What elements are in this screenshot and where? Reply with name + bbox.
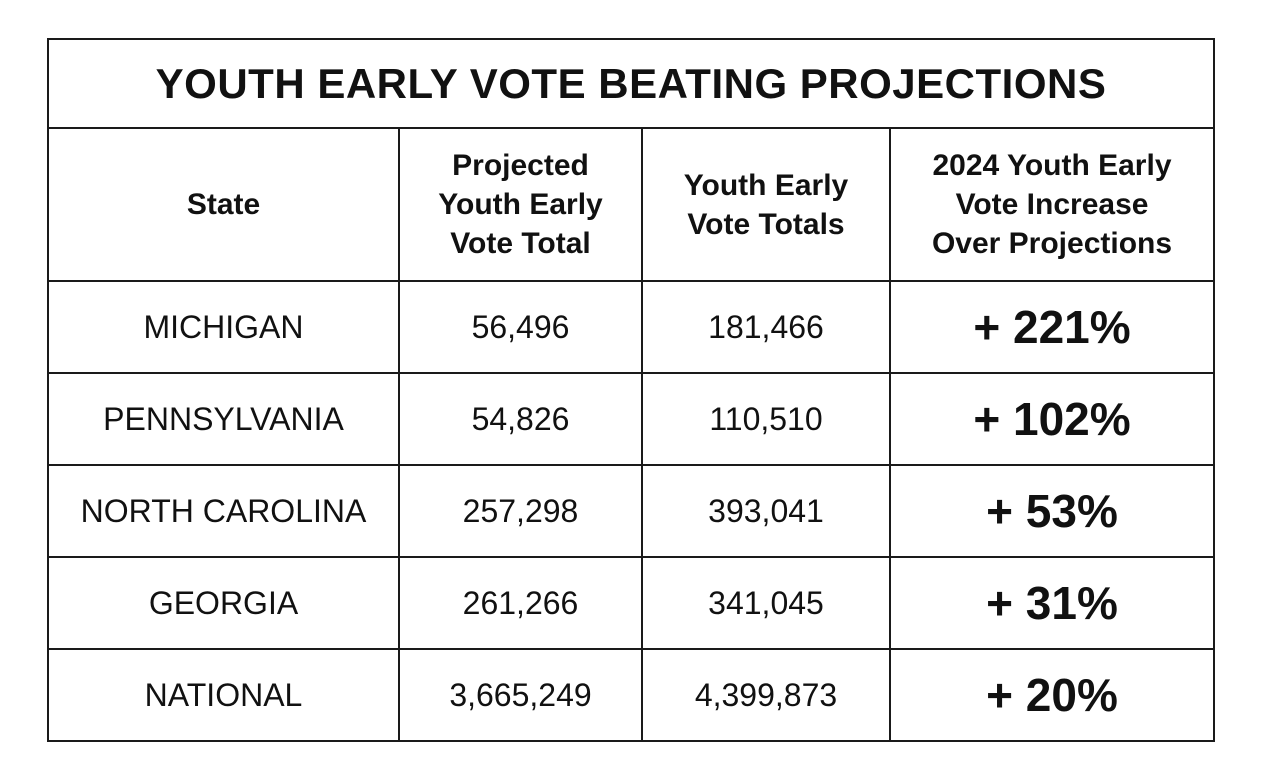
table-row [48,557,1214,649]
column-header-totals [642,128,890,281]
column-header-projected [399,128,642,281]
totals-cell: 181,466 [642,281,890,373]
table-title: YOUTH EARLY VOTE BEATING PROJECTIONS [48,39,1214,128]
column-header-state [48,128,399,281]
increase-cell: + 53% [890,465,1214,557]
header-row [48,128,1214,281]
projected-cell: 56,496 [399,281,642,373]
totals-cell: 4,399,873 [642,649,890,741]
column-header-label: Projected Youth Early Vote Total [438,149,603,260]
increase-cell: + 20% [890,649,1214,741]
state-cell: NORTH CAROLINA [48,465,399,557]
projected-cell: 54,826 [399,373,642,465]
state-cell: MICHIGAN [48,281,399,373]
projected-cell: 261,266 [399,557,642,649]
totals-cell: 341,045 [642,557,890,649]
title-row [48,39,1214,128]
state-cell: GEORGIA [48,557,399,649]
vote-table [47,38,1215,742]
table-row [48,465,1214,557]
state-cell: NATIONAL [48,649,399,741]
totals-cell: 110,510 [642,373,890,465]
column-header-label: State [186,188,261,221]
projected-cell: 257,298 [399,465,642,557]
column-header-increase [890,128,1214,281]
table-row [48,649,1214,741]
table-row [48,281,1214,373]
state-cell: PENNSYLVANIA [48,373,399,465]
table-row [48,373,1214,465]
increase-cell: + 102% [890,373,1214,465]
increase-cell: + 31% [890,557,1214,649]
projected-cell: 3,665,249 [399,649,642,741]
column-header-label: Youth Early Vote Totals [683,168,849,241]
totals-cell: 393,041 [642,465,890,557]
column-header-label: 2024 Youth Early Vote Increase Over Projections [931,149,1173,260]
increase-cell: + 221% [890,281,1214,373]
